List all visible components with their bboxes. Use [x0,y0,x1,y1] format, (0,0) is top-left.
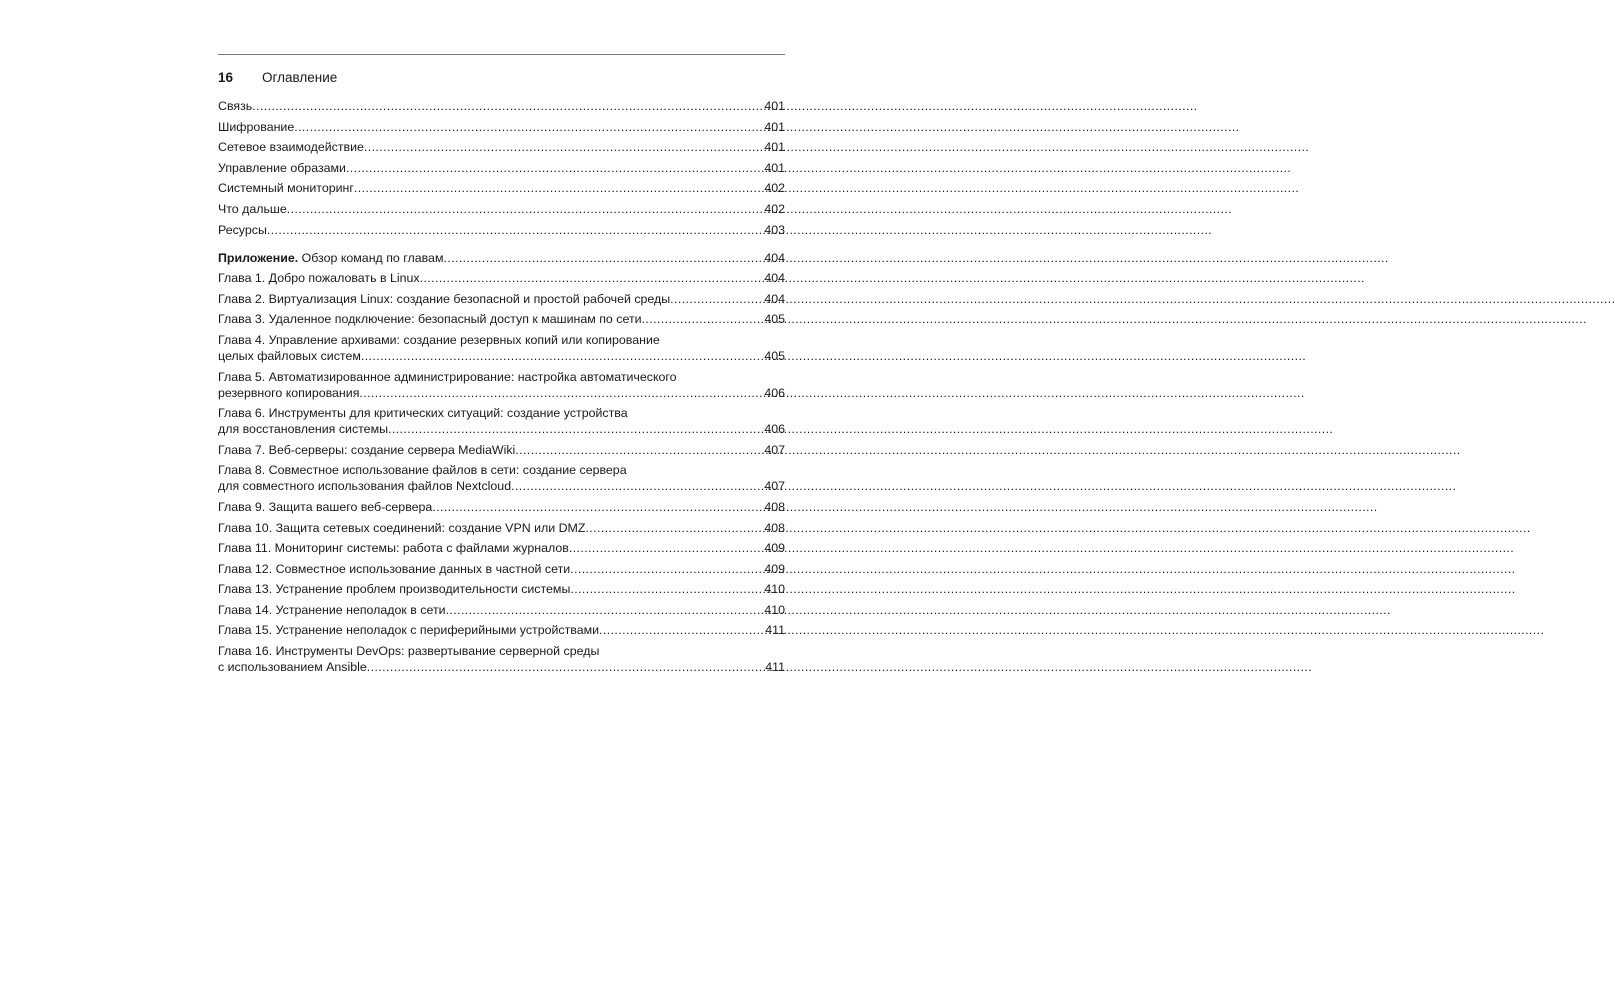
toc-entry-title: для совместного использования файлов Nextcloud [218,479,512,494]
toc-entry-page: 410 [764,602,785,617]
toc-entry [218,180,785,196]
toc-entry [218,561,785,577]
toc-entry [218,643,785,675]
toc-entry-title-line1: Глава 5. Автоматизированное администрирование: настройка автоматического [218,369,677,384]
toc-entry-page: 411 [765,623,785,638]
toc-entry-title: Управление образами [218,160,346,175]
toc-entry [218,270,785,286]
toc-entry-appendix [218,250,785,266]
toc-entry [218,222,785,238]
dot-leader [252,98,762,114]
toc-entry-title: Глава 15. Устранение неполадок с периферийными устройствами [218,623,600,638]
dot-leader [364,139,762,155]
appendix-label: Приложение. [218,250,299,265]
dot-leader [294,119,762,135]
toc-entry-title: Глава 7. Веб-серверы: создание сервера MediaWiki [218,442,516,457]
toc-entry-title-line1: Глава 8. Совместное использование файлов в сети: создание сервера [218,463,627,478]
toc-entry-page: 401 [764,160,785,175]
toc-entry-page: 409 [764,561,785,576]
toc-entry-title: Глава 3. Удаленное подключение: безопасный доступ к машинам по сети [218,312,642,327]
dot-leader [585,520,762,536]
dot-leader [267,222,762,238]
toc-entry [218,201,785,217]
toc-entry [218,622,785,638]
toc-entry-title: Глава 13. Устранение проблем производительности системы [218,582,571,597]
dot-leader [432,499,762,515]
toc-entry-page: 407 [764,479,785,494]
toc-entry-page: 405 [764,312,785,327]
dot-leader [570,581,762,597]
toc-entry-title: для восстановления системы [218,422,388,437]
toc-entry-page: 406 [764,385,785,400]
dot-leader [446,602,763,618]
toc-entry-page: 401 [764,119,785,134]
dot-leader [569,540,762,556]
dot-leader [287,201,763,217]
toc-entry-title [218,250,443,266]
document-page [218,54,785,680]
toc-entry-title: Сетевое взаимодействие [218,140,364,155]
toc-entry [218,405,785,437]
toc-entry-title: Системный мониторинг [218,181,354,196]
toc-entry-page: 402 [764,201,785,216]
toc-entry-page: 402 [764,181,785,196]
toc-section-a [218,98,785,238]
toc-entry [218,442,785,458]
toc-entry-title-line1: Глава 6. Инструменты для критических ситуаций: создание устройства [218,406,628,421]
toc-entry [218,98,785,114]
dot-leader [515,442,762,458]
toc-entry-title: Глава 11. Мониторинг системы: работа с файлами журналов [218,541,569,556]
dot-leader [359,385,762,401]
toc-entry-title: Глава 12. Совместное использование данных в частной сети [218,561,571,576]
toc-entry-title: с использованием Ansible [218,660,367,675]
toc-entry-page: 405 [764,348,785,363]
toc-entry-title: Глава 9. Защита вашего веб-сервера [218,499,433,514]
toc-section-b [218,250,785,676]
toc-entry [218,540,785,556]
toc-entry [218,119,785,135]
toc-entry [218,520,785,536]
dot-leader [354,180,762,196]
toc-entry-page: 404 [764,250,785,265]
dot-leader [388,421,762,437]
toc-entry-page: 404 [764,271,785,286]
toc-entry-title: Глава 2. Виртуализация Linux: создание безопасной и простой рабочей среды [218,291,671,306]
toc-entry-title: Глава 14. Устранение неполадок в сети [218,602,446,617]
toc-entry-page: 401 [764,140,785,155]
dot-leader [361,348,762,364]
toc-entry-page: 407 [764,442,785,457]
toc-entry-title-line1: Глава 16. Инструменты DevOps: развертывание серверной среды [218,644,600,659]
dot-leader [642,311,763,327]
dot-leader [443,250,762,266]
header-page-number: 16 [218,70,234,85]
toc-entry [218,369,785,401]
toc-entry-title: Что дальше [218,201,287,216]
toc-entry-page: 409 [764,541,785,556]
toc-entry-page: 406 [764,422,785,437]
dot-leader [570,561,762,577]
toc-entry-title: Глава 10. Защита сетевых соединений: создание VPN или DMZ [218,520,586,535]
toc-entry [218,332,785,364]
toc-entry [218,139,785,155]
toc-entry-page: 401 [764,99,785,113]
toc-entry-title: резервного копирования [218,385,360,400]
appendix-title: Обзор команд по главам [298,250,444,265]
toc-entry-page: 404 [764,291,785,306]
toc-entry-page: 411 [765,660,785,675]
toc-entry [218,581,785,597]
toc-entry-title: целых файловых систем [218,348,361,363]
toc-entry [218,311,785,327]
dot-leader [346,160,762,176]
toc-entry-title: Глава 1. Добро пожаловать в Linux [218,271,420,286]
toc-entry [218,291,785,307]
toc-entry-page: 408 [764,520,785,535]
running-header [218,54,785,85]
toc-entry-page: 408 [764,499,785,514]
toc-entry-title: Ресурсы [218,222,267,237]
toc-entry [218,499,785,515]
toc-entry [218,602,785,618]
toc-entry [218,160,785,176]
dot-leader [599,622,763,638]
dot-leader [420,270,763,286]
header-title: Оглавление [262,70,338,85]
dot-leader [367,659,763,675]
toc-entry-page: 410 [764,582,785,597]
toc-entry-page: 403 [764,222,785,237]
toc-entry-title: Шифрование [218,119,295,134]
toc-entry-title: Связь [218,99,253,113]
toc-entry-title-line1: Глава 4. Управление архивами: создание резервных копий или копирование [218,332,660,347]
dot-leader [511,478,762,494]
toc-entry [218,462,785,494]
dot-leader [670,291,762,307]
